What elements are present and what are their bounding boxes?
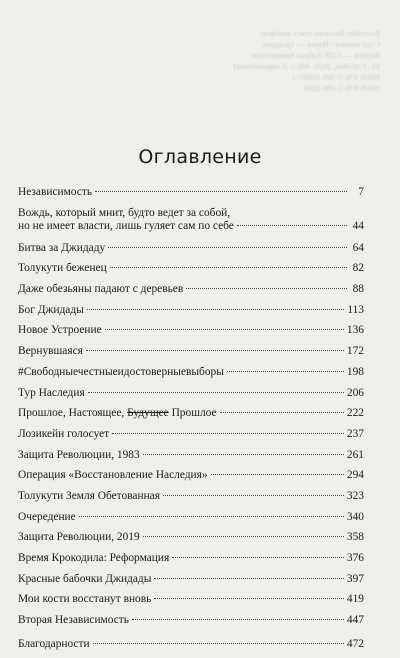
leader-dots <box>110 267 347 268</box>
toc-entry <box>18 531 364 552</box>
toc-page-number: 397 <box>346 572 364 585</box>
toc-page-number: 323 <box>346 489 364 502</box>
toc-entry <box>18 283 364 304</box>
show-through-line: ISBN 978-5-389-2089 <box>303 83 380 93</box>
toc-entry-title: Операция «Восстановление Наследия» <box>18 469 208 482</box>
leader-dots <box>186 288 347 289</box>
leader-dots <box>211 474 344 475</box>
toc-entry-title: Тур Наследия <box>18 386 85 399</box>
toc-entry <box>18 387 364 408</box>
toc-entry-title: Новое Устроение <box>18 324 102 337</box>
toc-page-number: 82 <box>352 262 364 275</box>
leader-dots <box>87 309 345 310</box>
toc-entry-title: Толукути Земля Обетованная <box>18 489 160 502</box>
toc-entry <box>18 262 364 283</box>
leader-dots <box>163 495 344 496</box>
toc-entry <box>18 573 364 594</box>
toc-entry <box>18 469 364 490</box>
leader-dots <box>143 454 344 455</box>
leader-dots <box>237 225 347 226</box>
toc-page-number: 172 <box>346 345 364 358</box>
leader-dots <box>105 329 344 330</box>
toc-page-number: 206 <box>346 386 364 399</box>
toc-entry <box>18 449 364 470</box>
show-through-line: Бессейне Наллова текст колофон <box>260 28 380 38</box>
toc-entry <box>18 511 364 532</box>
leader-dots <box>143 536 344 537</box>
leader-dots <box>86 350 344 351</box>
toc-entry <box>18 638 364 658</box>
toc-entry-title: Даже обезьяны падают с деревьев <box>18 283 184 296</box>
toc-entry <box>18 345 364 366</box>
toc-entry-title: Бог Джидады <box>18 303 84 316</box>
toc-entry-title: Вернувшаяся <box>18 345 83 358</box>
toc-entry <box>18 242 364 263</box>
toc-page-number: 261 <box>346 448 364 461</box>
toc-entry-title <box>18 407 217 420</box>
toc-entry-title: Время Крокодила: Реформация <box>18 552 170 564</box>
toc-entry <box>18 207 364 242</box>
toc-entry <box>18 304 364 325</box>
toc-page-number: 472 <box>346 637 364 650</box>
leader-dots <box>132 619 344 620</box>
toc-page-number: 376 <box>346 552 364 564</box>
show-through-line: М.: Стройка, 2026. 480 с. (Современная) <box>233 61 380 71</box>
toc-page-number: 294 <box>346 469 364 482</box>
toc-entry-title: Битва за Джидаду <box>18 241 106 254</box>
toc-entry-title: Очередение <box>18 510 76 523</box>
leader-dots <box>108 247 347 248</box>
leader-dots <box>154 578 344 579</box>
leader-dots <box>227 371 344 372</box>
toc-page-number: 198 <box>346 365 364 378</box>
toc-entry-title: Вождь, который мнит, будто ведет за собой, <box>18 206 231 219</box>
leader-dots <box>88 392 344 393</box>
show-through-line: ISBN 978-5-389-20897-1 <box>291 72 380 82</box>
toc-entry-title: Защита Революции, 1983 <box>18 448 140 461</box>
leader-dots <box>220 412 344 413</box>
leader-dots <box>154 598 344 599</box>
toc-entry-title-part: Прошлое, Настоящее, <box>18 407 128 420</box>
toc-page-number: 447 <box>346 614 364 627</box>
leader-dots <box>93 643 344 644</box>
page-title: Оглавление <box>138 146 262 168</box>
toc-entry <box>18 366 364 387</box>
toc-page-number: 64 <box>352 241 364 254</box>
leader-dots <box>172 557 344 558</box>
toc-entry <box>18 324 364 345</box>
toc-page-number: 222 <box>346 407 364 420</box>
toc-entry-title: #Свободныечестныеидостоверныевыборы <box>18 365 224 378</box>
toc-entry <box>18 407 364 428</box>
toc-entry-title: Толукути беженец <box>18 262 107 275</box>
toc-page-number: 7 <box>358 186 364 198</box>
toc-page-number: 237 <box>346 427 364 440</box>
toc-entry <box>18 490 364 511</box>
leader-dots <box>112 433 344 434</box>
toc-page-number: 358 <box>346 531 364 544</box>
toc-entry-title-continued: но не имеет власти, лишь гуляет сам по себе <box>18 219 234 232</box>
show-through-line: Стая толики / Нарев — ерсадева <box>262 39 380 49</box>
toc-entry-title: Защита Революции, 2019 <box>18 531 140 544</box>
leader-dots <box>95 191 347 192</box>
toc-entry-title: Лозикейи голосует <box>18 427 110 440</box>
toc-entry <box>18 614 364 635</box>
toc-entry-title: Вторая Независимость <box>18 614 129 627</box>
toc-page-number: 340 <box>346 510 364 523</box>
toc-entry <box>18 593 364 614</box>
struck-through-word: Будущее <box>127 407 169 420</box>
show-through-line: Корпов — СПб Азбука Комматение <box>250 50 380 60</box>
toc-page-number: 419 <box>346 593 364 606</box>
reverse-side-show-through <box>130 28 380 128</box>
toc-entry <box>18 428 364 449</box>
toc-page-number: 136 <box>346 324 364 337</box>
toc-entry <box>18 186 364 207</box>
toc-entry-title: Мои кости восстанут вновь <box>18 593 152 606</box>
table-of-contents <box>18 186 364 658</box>
leader-dots <box>79 516 344 517</box>
toc-entry-title: Красные бабочки Джидады <box>18 572 152 585</box>
toc-entry <box>18 552 364 573</box>
toc-entry-title: Благодарности <box>18 637 90 650</box>
toc-entry-title: Независимость <box>18 186 93 198</box>
toc-page-number: 44 <box>352 219 364 232</box>
toc-page-number: 113 <box>347 303 364 316</box>
toc-entry-title-part: Прошлое <box>168 407 217 420</box>
toc-page-number: 88 <box>352 283 364 296</box>
